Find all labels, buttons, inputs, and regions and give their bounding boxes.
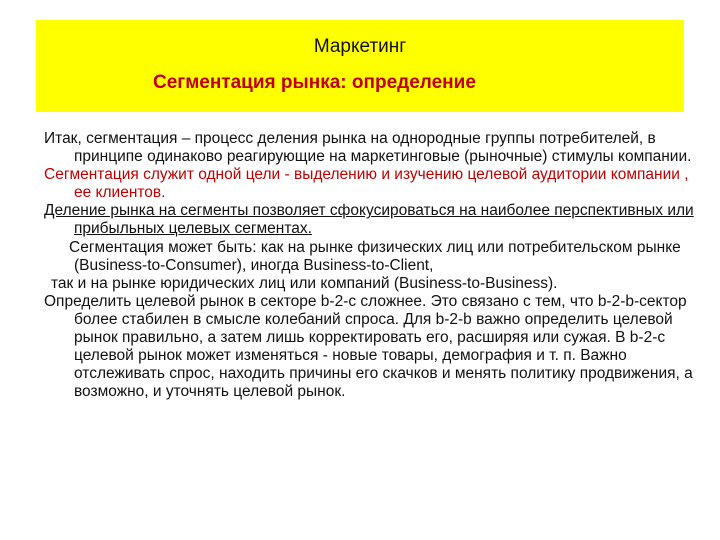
paragraph-benefit-text: Деление рынка на сегменты позволяет сфокусироваться на наиболее перспективных или прибыльных целевых сегментах.: [44, 202, 694, 238]
paragraph-benefit: [44, 202, 694, 238]
slide-body: [44, 130, 694, 401]
slide-title: Маркетинг: [313, 36, 407, 57]
paragraph-definition: Итак, сегментация – процесс деления рынка на однородные группы потребителей, в принципе одинаково реагирующие на маркетинговые (рыночные) стимулы компании.: [44, 130, 692, 166]
header-band: [36, 20, 684, 112]
paragraph-purpose: Сегментация служит одной цели - выделению и изучению целевой аудитории компании , ее клиентов.: [44, 166, 689, 202]
paragraph-b2b: так и на рынке юридических лиц или компаний (Business-to-Business).: [51, 274, 558, 292]
paragraph-target-market: Определить целевой рынок в секторе b-2-c сложнее. Это связано с тем, что b-2-b-сектор более стабилен в смысле колебаний спроса. Для b-2-b важно определить целевой рынок правильно, а затем лишь корректировать его, расширяя или сужая. В b-2-c целевой рынок может изменяться - новые товары, демография и т. п. Важно отслеживать спрос, находить причины его скачков и менять политику продвижения, а возможно, и уточнять целевой рынок.: [44, 292, 693, 401]
paragraph-b2c: Сегментация может быть: как на рынке физических лиц или потребительском рынке (Business-to-Consumer), иногда Business-to-Client,: [69, 238, 681, 274]
slide-subtitle: Сегментация рынка: определение: [153, 72, 476, 93]
